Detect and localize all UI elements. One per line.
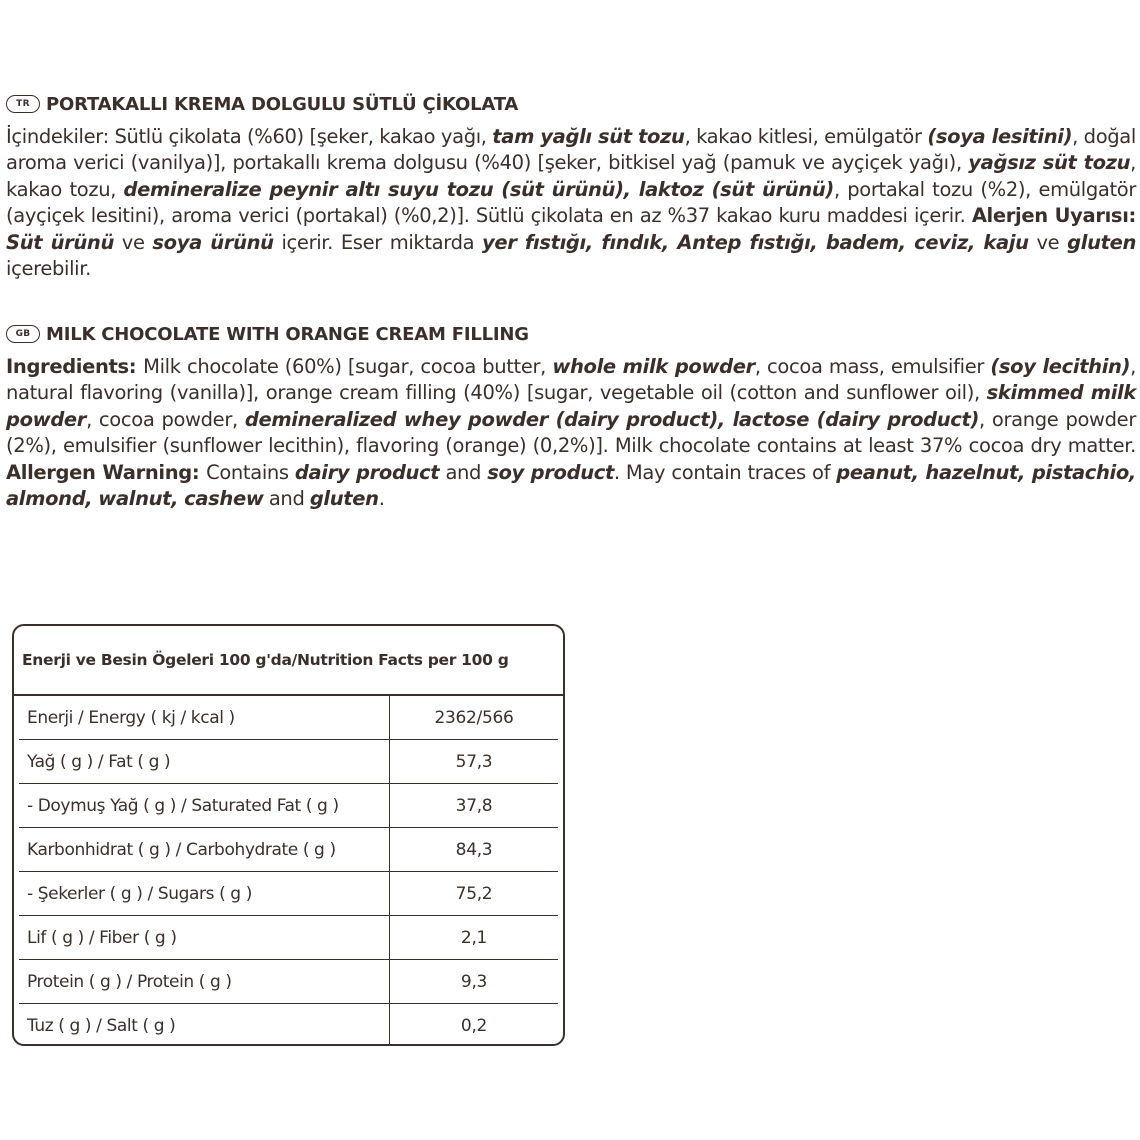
tr-segment: Sütlü çikolata (%60) [şeker, kakao yağı, [114,125,493,148]
tr-segment: , portakal tozu (%2), emülgatör (ayçiçek lesitini), aroma verici (portakal) (%0,2)]. Sütlü çikolata en az %37 kakao kuru maddesi içerir. [6,177,1137,228]
english-title: MILK CHOCOLATE WITH ORANGE CREAM FILLING [46,323,529,345]
gb-segment: . [378,487,385,511]
nutrient-label: - Şekerler ( g ) / Sugars ( g ) [19,872,390,915]
nutrient-label: Karbonhidrat ( g ) / Carbohydrate ( g ) [19,828,390,871]
tr-segment: içerir. Eser miktarda [273,230,483,254]
nutrient-value: 75,2 [455,883,493,904]
nutrient-value: 57,3 [455,751,493,772]
tr-segment: yer fıstığı, fındık, Antep fıstığı, badem, ceviz, kaju [482,230,1029,254]
tr-language-badge: TR [6,95,40,113]
gb-segment: Milk chocolate (60%) [sugar, cocoa butter, [143,355,553,378]
gb-ingredients-label: Ingredients: [6,355,144,378]
gb-segment: dairy product [294,460,440,484]
tr-segment: demineralize peynir altı suyu tozu (süt ürünü), laktoz (süt ürünü) [123,177,834,201]
table-row [19,872,558,916]
gb-segment: gluten [309,487,379,511]
nutrient-value: 84,3 [455,839,493,860]
nutrient-value: 2,1 [460,927,488,948]
gb-segment: soy product [487,460,614,484]
gb-language-badge: GB [6,325,40,343]
gb-segment: demineralized whey powder (dairy product), lactose (dairy product) [244,407,980,431]
tr-segment: gluten [1067,230,1136,254]
gb-segment: , natural flavoring (vanilla)], orange cream filling (40%) [sugar, vegetable oil (cotton and sunflower oil), [6,355,1136,405]
turkish-title: PORTAKALLI KREMA DOLGULU SÜTLÜ ÇİKOLATA [46,93,519,115]
english-section [6,322,1136,512]
tr-segment: yağsız süt tozu [968,151,1131,175]
gb-segment: . May contain traces of [613,460,837,484]
nutrient-label: Enerji / Energy ( kj / kcal ) [19,696,390,739]
nutrient-value: 0,2 [460,1016,488,1036]
gb-segment: and [263,487,310,511]
nutrient-value: 2362/566 [434,707,514,728]
tr-segment: Süt ürünü [6,230,114,254]
gb-segment: peanut, hazelnut, pistachio, almond, walnut, cashew [6,460,1136,511]
tr-segment: soya ürünü [152,230,274,254]
table-row [19,828,558,872]
gb-segment: , cocoa mass, emulsifier [754,355,991,378]
gb-segment: (soy lecithin) [990,355,1131,378]
tr-segment: , doğal aroma verici (vanilya)], portakallı krema dolgusu (%40) [şeker, bitkisel yağ (pamuk ve ayçiçek yağı), [6,125,1136,175]
tr-allergen-label: Alerjen Uyarısı: [971,204,1136,228]
tr-segment: , kakao kitlesi, emülgatör [684,125,928,148]
gb-allergen-label: Allergen Warning: [6,460,207,484]
table-row [19,696,558,740]
table-row [19,916,558,960]
turkish-section [6,92,1136,282]
tr-segment: (soya lesitini) [927,125,1073,148]
nutrient-label: Lif ( g ) / Fiber ( g ) [19,916,390,959]
english-ingredients [6,354,1136,512]
turkish-ingredients [6,124,1136,282]
nutrition-table-title: Enerji ve Besin Ögeleri 100 g'da/Nutrition Facts per 100 g [14,626,563,696]
table-row [19,960,558,1004]
table-row [19,784,558,828]
gb-segment: and [439,460,488,484]
nutrient-label: Tuz ( g ) / Salt ( g ) [19,1004,390,1046]
tr-segment: tam yağlı süt tozu [492,125,685,148]
gb-segment: , cocoa powder, [86,407,245,431]
nutrition-table [12,624,565,1046]
nutrient-value: 9,3 [460,971,488,992]
tr-segment: ve [113,230,153,254]
nutrient-label: Protein ( g ) / Protein ( g ) [19,960,390,1003]
nutrient-label: - Doymuş Yağ ( g ) / Saturated Fat ( g ) [19,784,390,827]
nutrition-table-body [14,696,563,1046]
gb-segment: skimmed milk powder [6,381,1137,431]
table-row [19,1004,558,1046]
gb-segment: whole milk powder [552,355,755,378]
table-row [19,740,558,784]
nutrient-label: Yağ ( g ) / Fat ( g ) [19,740,390,783]
gb-segment: Contains [206,460,295,484]
gb-segment: , orange powder (2%), emulsifier (sunflower lecithin), flavoring (orange) (0,2%)]. Milk chocolate contains at least 37% cocoa dry matter. [6,407,1136,458]
english-heading [6,322,1136,346]
tr-segment: İçindekiler: [6,125,115,148]
tr-segment: , kakao tozu, [6,151,1137,201]
tr-segment: ve [1028,230,1068,254]
turkish-heading [6,92,1136,116]
tr-segment: içerebilir. [6,257,91,281]
nutrient-value: 37,8 [455,795,493,816]
